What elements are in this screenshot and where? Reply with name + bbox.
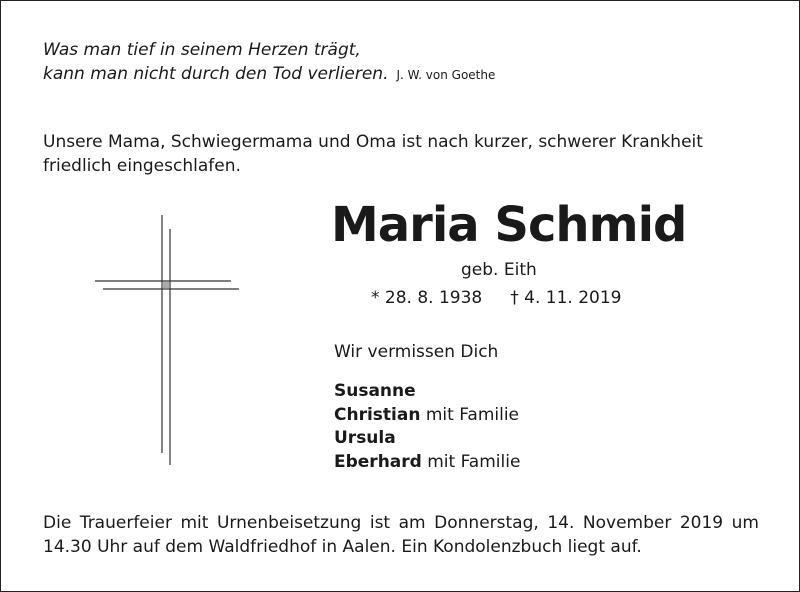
family-member xyxy=(334,427,520,451)
family-member-name: Susanne xyxy=(334,381,416,401)
family-member xyxy=(334,404,520,428)
cross-icon xyxy=(91,209,243,469)
quote-line-2-text: kann man nicht durch den Tod verlieren. xyxy=(43,64,389,84)
farewell-message: Wir vermissen Dich xyxy=(334,342,499,362)
family-member xyxy=(334,380,520,404)
quote-line-2 xyxy=(43,62,495,87)
goethe-quote xyxy=(43,38,495,87)
intro-text xyxy=(43,130,703,178)
intro-line-2: friedlich eingeschlafen. xyxy=(43,156,241,176)
family-member-name: Eberhard xyxy=(334,451,422,472)
death-date: † 4. 11. 2019 xyxy=(510,288,622,308)
family-member xyxy=(334,451,520,475)
family-member-suffix: mit Familie xyxy=(425,404,520,425)
birth-date: * 28. 8. 1938 xyxy=(371,288,483,308)
quote-author: J. W. von Goethe xyxy=(396,68,496,82)
deceased-name: Maria Schmid xyxy=(331,197,687,253)
funeral-announcement: Die Trauerfeier mit Urnenbeisetzung ist am Donnerstag, 14. November 2019 um 14.30 Uhr auf dem Waldfriedhof in Aalen. Ein Kondolenzbuch liegt auf. xyxy=(43,513,759,557)
intro-line-1: Unsere Mama, Schwiegermama und Oma ist nach kurzer, schwerer Krankheit xyxy=(43,132,703,152)
quote-line-1: Was man tief in seinem Herzen trägt, xyxy=(43,40,361,60)
family-member-name: Ursula xyxy=(334,428,396,448)
family-member-name: Christian xyxy=(334,404,421,425)
family-list xyxy=(334,380,520,474)
birth-name: geb. Eith xyxy=(461,260,537,280)
life-dates xyxy=(371,288,621,308)
family-member-suffix: mit Familie xyxy=(427,451,521,472)
